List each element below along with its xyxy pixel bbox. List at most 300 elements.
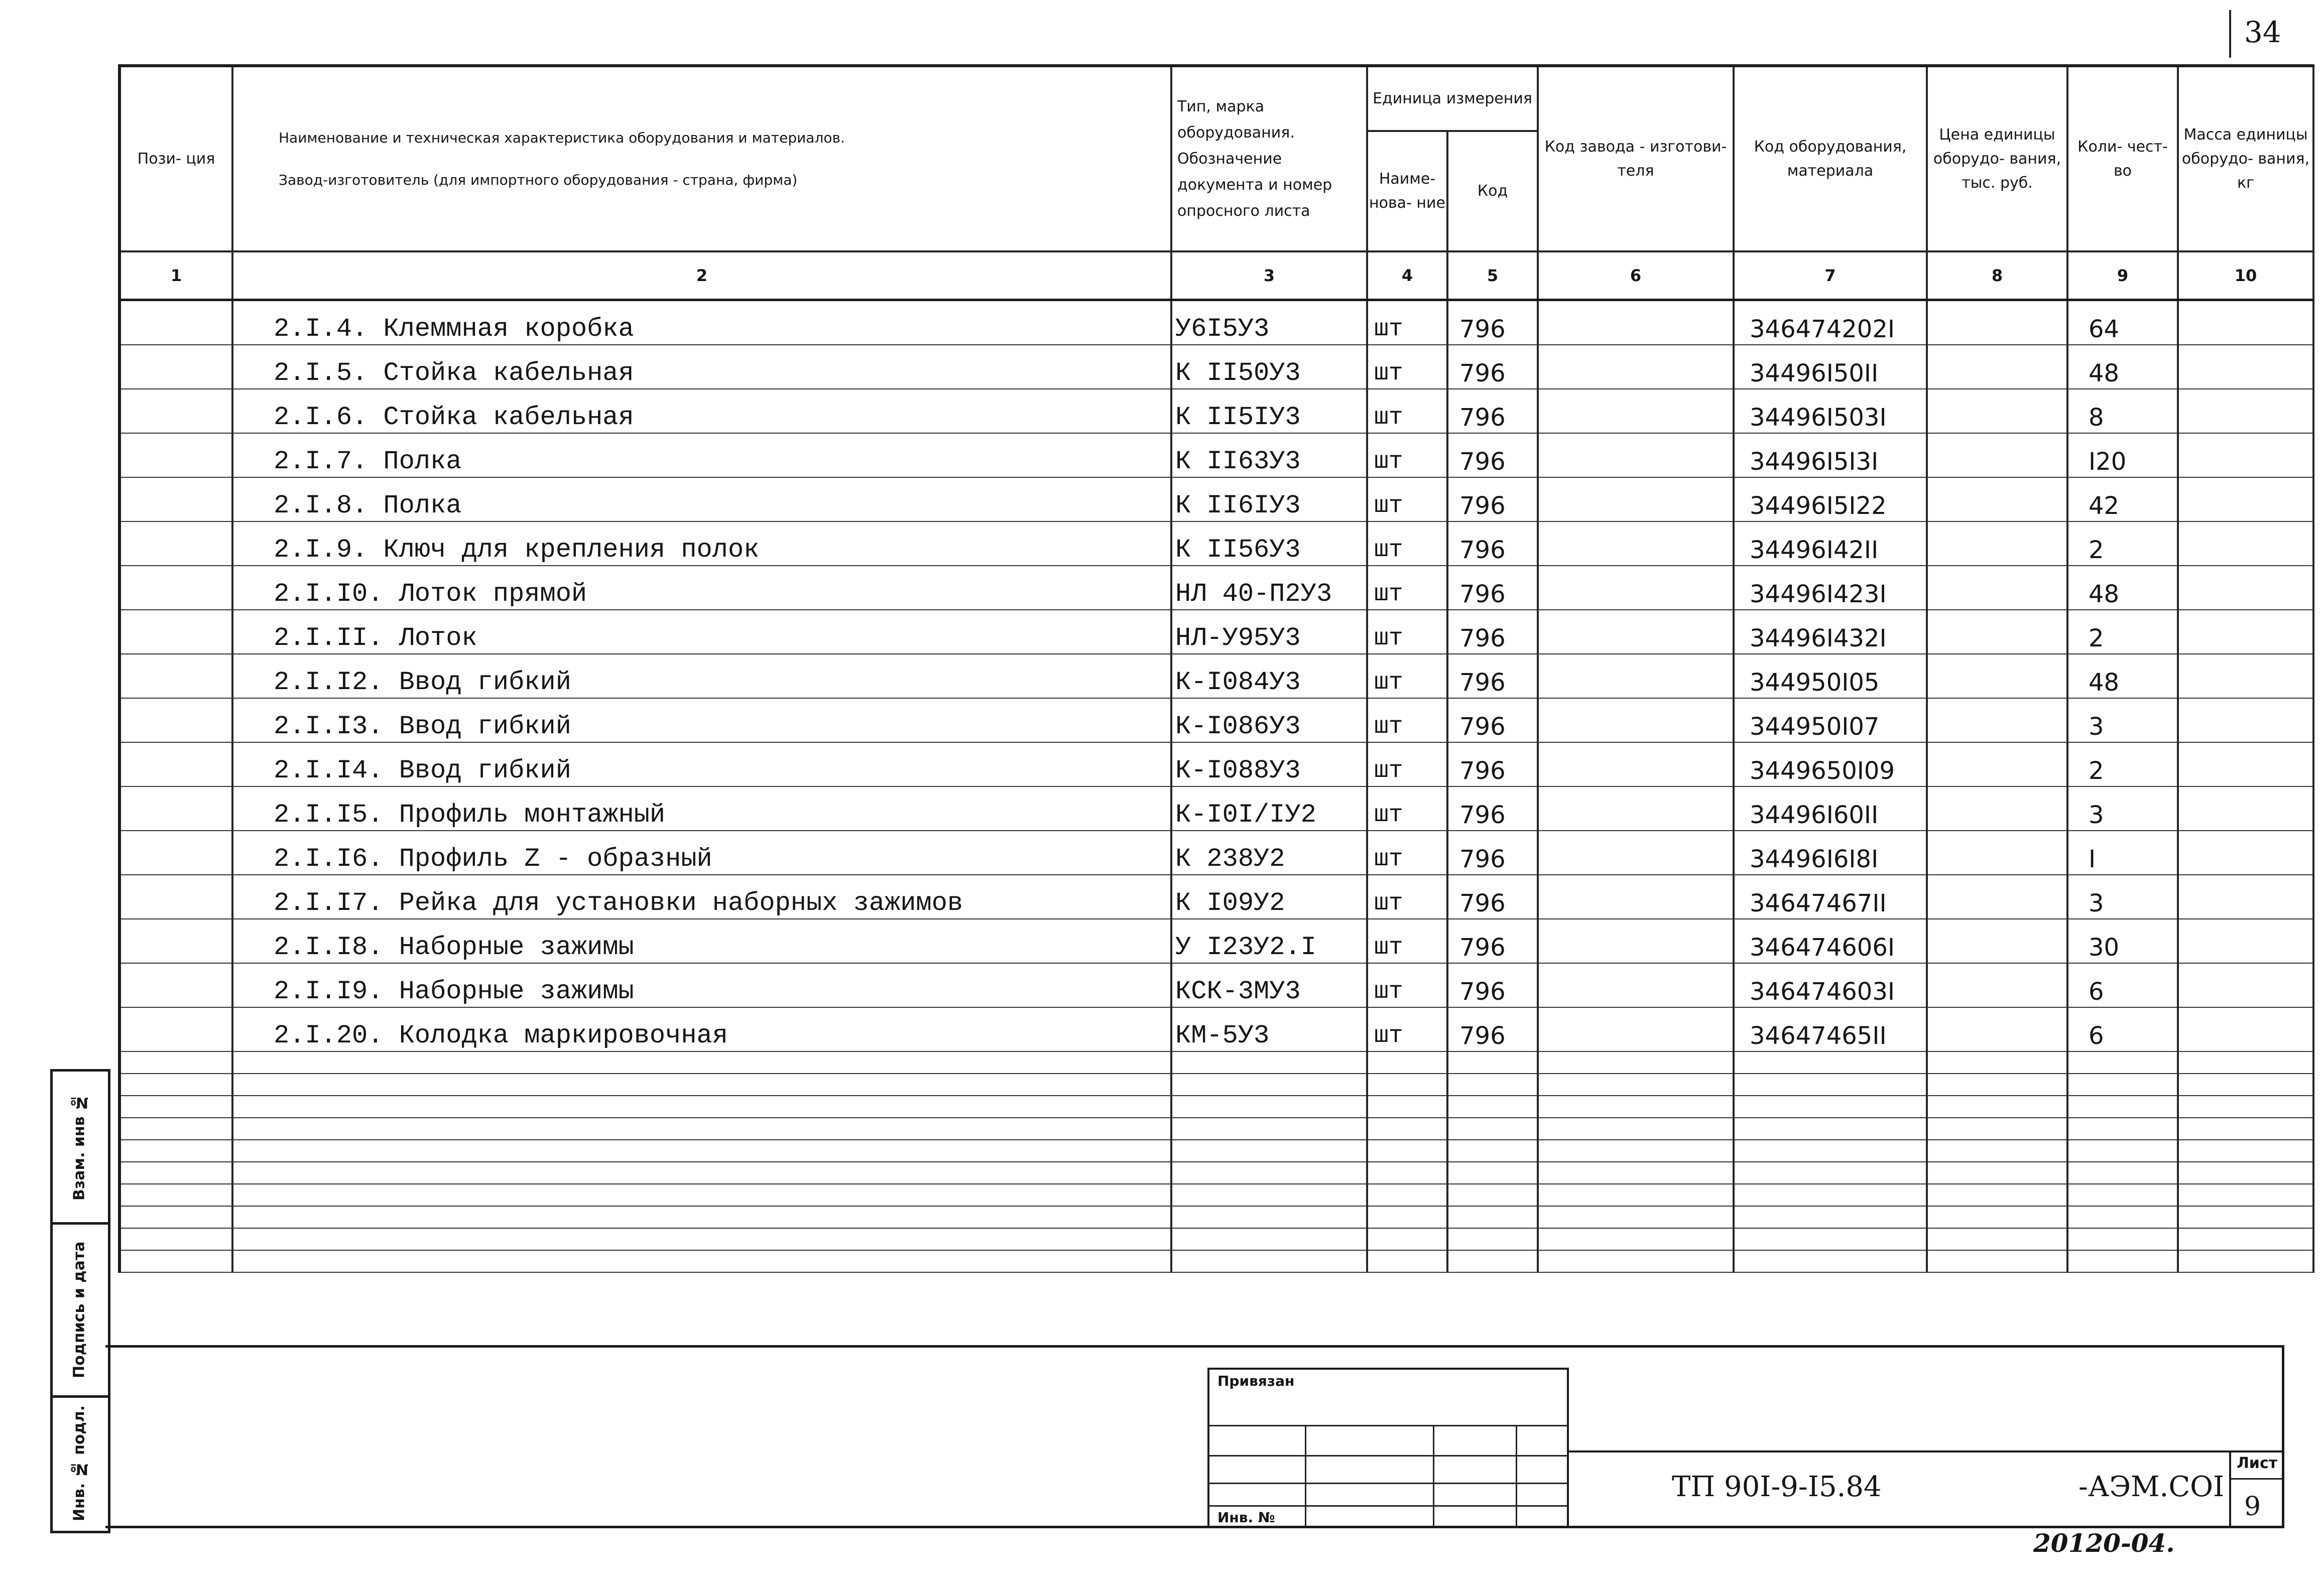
- item-equipment-code: 3449650I09: [1734, 742, 1927, 786]
- item-equipment-code: 34496I5I3I: [1734, 433, 1927, 477]
- table-row: [119, 831, 2313, 875]
- price-cell: [1927, 300, 2067, 345]
- item-quantity: 48: [2067, 654, 2178, 698]
- column-number-row: [119, 251, 2313, 300]
- empty-cell: [1538, 1074, 1734, 1096]
- price-cell: [1927, 1007, 2067, 1051]
- price-cell: [1927, 963, 2067, 1007]
- empty-cell: [1171, 1250, 1367, 1272]
- empty-cell: [1538, 1140, 1734, 1162]
- item-name: 2.I.I6. Профиль Z - образный: [232, 831, 1171, 875]
- item-unit: шт: [1367, 300, 1447, 345]
- item-type: К II50У3: [1171, 345, 1367, 389]
- empty-cell: [1171, 1184, 1367, 1206]
- empty-cell: [1447, 1228, 1538, 1250]
- item-name: 2.I.7. Полка: [232, 433, 1171, 477]
- empty-cell: [1734, 1051, 1927, 1074]
- approval-line: [1209, 1455, 1567, 1456]
- empty-cell: [1367, 1096, 1447, 1118]
- empty-cell: [119, 1096, 232, 1118]
- empty-cell: [1927, 1250, 2067, 1272]
- header-equipment-code: Код оборудования, материала: [1734, 66, 1927, 251]
- header-unit-code: Код: [1447, 131, 1538, 251]
- item-equipment-code: 34496I50II: [1734, 345, 1927, 389]
- empty-cell: [232, 1140, 1171, 1162]
- item-equipment-code: 346474603I: [1734, 963, 1927, 1007]
- empty-cell: [1447, 1096, 1538, 1118]
- approval-line: [1209, 1505, 1567, 1507]
- empty-cell: [119, 1228, 232, 1250]
- item-unit: шт: [1367, 875, 1447, 919]
- frame-line: [105, 1345, 2284, 1348]
- empty-cell: [2178, 1051, 2313, 1074]
- empty-cell: [2178, 1096, 2313, 1118]
- empty-cell: [1927, 1140, 2067, 1162]
- item-unit-code: 796: [1447, 963, 1538, 1007]
- column-number: 3: [1171, 251, 1367, 300]
- empty-cell: [119, 1250, 232, 1272]
- item-unit-code: 796: [1447, 521, 1538, 566]
- item-unit-code: 796: [1447, 477, 1538, 521]
- price-cell: [1927, 654, 2067, 698]
- item-name: 2.I.6. Стойка кабельная: [232, 389, 1171, 433]
- item-quantity: 6: [2067, 1007, 2178, 1051]
- position-cell: [119, 963, 232, 1007]
- sheet-divider: [2229, 1478, 2282, 1480]
- item-type: У6I5У3: [1171, 300, 1367, 345]
- table-row: [119, 875, 2313, 919]
- empty-cell: [232, 1250, 1171, 1272]
- maker-code-cell: [1538, 433, 1734, 477]
- mass-cell: [2178, 831, 2313, 875]
- approval-line: [1516, 1425, 1517, 1528]
- item-type: К II56У3: [1171, 521, 1367, 566]
- position-cell: [119, 389, 232, 433]
- header-unit-group: Единица измерения: [1367, 66, 1538, 131]
- table-row: [119, 786, 2313, 831]
- empty-cell: [1538, 1096, 1734, 1118]
- sheet-label: Лист: [2237, 1454, 2278, 1472]
- empty-cell: [1927, 1118, 2067, 1140]
- item-quantity: 3: [2067, 875, 2178, 919]
- empty-cell: [2178, 1206, 2313, 1228]
- column-number: 6: [1538, 251, 1734, 300]
- inventory-stamp: 20120-04.: [2033, 1528, 2175, 1558]
- price-cell: [1927, 831, 2067, 875]
- empty-cell: [1447, 1206, 1538, 1228]
- empty-cell: [1734, 1118, 1927, 1140]
- empty-cell: [1734, 1250, 1927, 1272]
- item-equipment-code: 34496I432I: [1734, 610, 1927, 654]
- item-quantity: 64: [2067, 300, 2178, 345]
- mass-cell: [2178, 433, 2313, 477]
- stamp-original-inventory: Инв. № подл.: [70, 1405, 88, 1521]
- empty-cell: [1367, 1162, 1447, 1184]
- empty-cell: [232, 1162, 1171, 1184]
- item-unit-code: 796: [1447, 875, 1538, 919]
- empty-cell: [1447, 1118, 1538, 1140]
- maker-code-cell: [1538, 566, 1734, 610]
- item-quantity: I20: [2067, 433, 2178, 477]
- position-cell: [119, 786, 232, 831]
- item-equipment-code: 34496I503I: [1734, 389, 1927, 433]
- price-cell: [1927, 566, 2067, 610]
- empty-cell: [2178, 1184, 2313, 1206]
- item-name: 2.I.I7. Рейка для установки наборных зажимов: [232, 875, 1171, 919]
- maker-code-cell: [1538, 300, 1734, 345]
- empty-cell: [232, 1074, 1171, 1096]
- empty-cell: [1447, 1162, 1538, 1184]
- side-stamp: [50, 1069, 110, 1533]
- item-type: НЛ 40-П2У3: [1171, 566, 1367, 610]
- item-quantity: 48: [2067, 566, 2178, 610]
- mass-cell: [2178, 875, 2313, 919]
- empty-cell: [119, 1118, 232, 1140]
- item-name: 2.I.I8. Наборные зажимы: [232, 919, 1171, 963]
- header-name: [232, 66, 1171, 251]
- stamp-divider: [53, 1395, 108, 1398]
- maker-code-cell: [1538, 610, 1734, 654]
- empty-cell: [1538, 1206, 1734, 1228]
- item-unit: шт: [1367, 610, 1447, 654]
- empty-cell: [1734, 1228, 1927, 1250]
- empty-cell: [1927, 1162, 2067, 1184]
- mass-cell: [2178, 698, 2313, 742]
- empty-cell: [1447, 1140, 1538, 1162]
- position-cell: [119, 610, 232, 654]
- maker-code-cell: [1538, 345, 1734, 389]
- price-cell: [1927, 786, 2067, 831]
- mass-cell: [2178, 654, 2313, 698]
- empty-cell: [1927, 1184, 2067, 1206]
- mass-cell: [2178, 389, 2313, 433]
- item-quantity: 2: [2067, 742, 2178, 786]
- item-name: 2.I.II. Лоток: [232, 610, 1171, 654]
- item-unit: шт: [1367, 1007, 1447, 1051]
- mass-cell: [2178, 300, 2313, 345]
- position-cell: [119, 433, 232, 477]
- item-unit-code: 796: [1447, 433, 1538, 477]
- empty-cell: [1367, 1206, 1447, 1228]
- empty-cell: [2178, 1250, 2313, 1272]
- mass-cell: [2178, 477, 2313, 521]
- empty-cell: [2067, 1228, 2178, 1250]
- empty-cell: [1171, 1118, 1367, 1140]
- item-type: К I09У2: [1171, 875, 1367, 919]
- item-unit-code: 796: [1447, 389, 1538, 433]
- mass-cell: [2178, 742, 2313, 786]
- price-cell: [1927, 919, 2067, 963]
- empty-cell: [1171, 1162, 1367, 1184]
- table-row: [119, 742, 2313, 786]
- empty-cell: [2067, 1118, 2178, 1140]
- item-unit-code: 796: [1447, 610, 1538, 654]
- item-unit: шт: [1367, 389, 1447, 433]
- document-code: ТП 90I-9-I5.84: [1672, 1471, 1882, 1503]
- empty-cell: [1927, 1096, 2067, 1118]
- table-row: [119, 610, 2313, 654]
- empty-cell: [2178, 1228, 2313, 1250]
- item-quantity: 3: [2067, 786, 2178, 831]
- empty-cell: [2178, 1118, 2313, 1140]
- item-equipment-code: 34647467II: [1734, 875, 1927, 919]
- item-unit-code: 796: [1447, 742, 1538, 786]
- column-number: 2: [232, 251, 1171, 300]
- item-unit: шт: [1367, 698, 1447, 742]
- empty-cell: [119, 1184, 232, 1206]
- item-unit-code: 796: [1447, 786, 1538, 831]
- inventory-number-label: Инв. №: [1217, 1509, 1275, 1526]
- mass-cell: [2178, 610, 2313, 654]
- position-cell: [119, 521, 232, 566]
- header-quantity: Коли- чест- во: [2067, 66, 2178, 251]
- empty-cell: [2067, 1074, 2178, 1096]
- linked-label: Привязан: [1217, 1373, 1295, 1389]
- header-type: Тип, марка оборудования. Обозначение документа и номер опросного листа: [1171, 66, 1367, 251]
- empty-cell: [1538, 1118, 1734, 1140]
- item-quantity: 48: [2067, 345, 2178, 389]
- empty-cell: [232, 1184, 1171, 1206]
- empty-cell: [1367, 1118, 1447, 1140]
- item-unit: шт: [1367, 963, 1447, 1007]
- empty-cell: [1734, 1096, 1927, 1118]
- empty-row: [119, 1118, 2313, 1140]
- empty-cell: [2067, 1162, 2178, 1184]
- item-type: К-I084У3: [1171, 654, 1367, 698]
- item-name: 2.I.8. Полка: [232, 477, 1171, 521]
- empty-cell: [1927, 1206, 2067, 1228]
- empty-cell: [2067, 1184, 2178, 1206]
- empty-cell: [2178, 1140, 2313, 1162]
- item-equipment-code: 34496I5I22: [1734, 477, 1927, 521]
- column-number: 1: [119, 251, 232, 300]
- item-name: 2.I.I9. Наборные зажимы: [232, 963, 1171, 1007]
- position-cell: [119, 654, 232, 698]
- empty-cell: [232, 1051, 1171, 1074]
- maker-code-cell: [1538, 698, 1734, 742]
- item-unit: шт: [1367, 566, 1447, 610]
- position-cell: [119, 875, 232, 919]
- approval-box: [1207, 1368, 1569, 1528]
- item-equipment-code: 34496I6I8I: [1734, 831, 1927, 875]
- item-quantity: 2: [2067, 521, 2178, 566]
- item-type: К II5IУ3: [1171, 389, 1367, 433]
- empty-row: [119, 1162, 2313, 1184]
- item-type: НЛ-У95У3: [1171, 610, 1367, 654]
- approval-line: [1305, 1425, 1306, 1528]
- table-row: [119, 521, 2313, 566]
- maker-code-cell: [1538, 521, 1734, 566]
- empty-cell: [1538, 1051, 1734, 1074]
- stamp-replaced-inventory: Взам. инв №: [70, 1093, 88, 1201]
- empty-row: [119, 1184, 2313, 1206]
- empty-cell: [1367, 1250, 1447, 1272]
- maker-code-cell: [1538, 477, 1734, 521]
- empty-cell: [1171, 1140, 1367, 1162]
- table-row: [119, 433, 2313, 477]
- price-cell: [1927, 433, 2067, 477]
- item-unit-code: 796: [1447, 698, 1538, 742]
- empty-cell: [232, 1096, 1171, 1118]
- empty-cell: [1367, 1051, 1447, 1074]
- item-equipment-code: 344950I05: [1734, 654, 1927, 698]
- item-quantity: 8: [2067, 389, 2178, 433]
- specification-table: [118, 64, 2314, 1273]
- header-price: Цена единицы оборудо- вания, тыс. руб.: [1927, 66, 2067, 251]
- price-cell: [1927, 610, 2067, 654]
- empty-cell: [2178, 1162, 2313, 1184]
- item-unit-code: 796: [1447, 919, 1538, 963]
- position-cell: [119, 919, 232, 963]
- table-row: [119, 963, 2313, 1007]
- item-type: КСК-3МУ3: [1171, 963, 1367, 1007]
- item-unit-code: 796: [1447, 345, 1538, 389]
- position-cell: [119, 831, 232, 875]
- table-row: [119, 477, 2313, 521]
- maker-code-cell: [1538, 654, 1734, 698]
- item-quantity: I: [2067, 831, 2178, 875]
- maker-code-cell: [1538, 919, 1734, 963]
- price-cell: [1927, 742, 2067, 786]
- mass-cell: [2178, 1007, 2313, 1051]
- empty-cell: [1367, 1228, 1447, 1250]
- item-quantity: 3: [2067, 698, 2178, 742]
- table-row: [119, 1007, 2313, 1051]
- position-cell: [119, 1007, 232, 1051]
- item-unit-code: 796: [1447, 300, 1538, 345]
- item-quantity: 30: [2067, 919, 2178, 963]
- item-unit: шт: [1367, 919, 1447, 963]
- column-number: 5: [1447, 251, 1538, 300]
- item-unit: шт: [1367, 831, 1447, 875]
- item-unit-code: 796: [1447, 566, 1538, 610]
- empty-cell: [232, 1118, 1171, 1140]
- item-name: 2.I.I5. Профиль монтажный: [232, 786, 1171, 831]
- item-name: 2.I.I0. Лоток прямой: [232, 566, 1171, 610]
- empty-cell: [1171, 1074, 1367, 1096]
- item-type: К-I086У3: [1171, 698, 1367, 742]
- header-name-line1: Наименование и техническая характеристика оборудования и материалов.: [279, 129, 845, 146]
- page-number: 34: [2244, 15, 2281, 49]
- position-cell: [119, 698, 232, 742]
- empty-row: [119, 1096, 2313, 1118]
- item-equipment-code: 344950I07: [1734, 698, 1927, 742]
- position-cell: [119, 300, 232, 345]
- empty-cell: [1734, 1074, 1927, 1096]
- empty-cell: [1734, 1162, 1927, 1184]
- document-suffix: -АЭМ.COI: [2078, 1471, 2225, 1503]
- empty-cell: [119, 1162, 232, 1184]
- item-type: КМ-5У3: [1171, 1007, 1367, 1051]
- item-type: К II6IУ3: [1171, 477, 1367, 521]
- maker-code-cell: [1538, 786, 1734, 831]
- empty-cell: [119, 1206, 232, 1228]
- table-row: [119, 654, 2313, 698]
- table-row: [119, 698, 2313, 742]
- empty-cell: [1538, 1250, 1734, 1272]
- table-row: [119, 389, 2313, 433]
- empty-cell: [1927, 1051, 2067, 1074]
- empty-cell: [1447, 1184, 1538, 1206]
- price-cell: [1927, 521, 2067, 566]
- item-equipment-code: 346474202I: [1734, 300, 1927, 345]
- item-quantity: 42: [2067, 477, 2178, 521]
- page-number-divider: [2229, 10, 2231, 58]
- item-equipment-code: 34496I423I: [1734, 566, 1927, 610]
- mass-cell: [2178, 963, 2313, 1007]
- empty-cell: [1447, 1051, 1538, 1074]
- mass-cell: [2178, 786, 2313, 831]
- column-number: 9: [2067, 251, 2178, 300]
- item-name: 2.I.20. Колодка маркировочная: [232, 1007, 1171, 1051]
- sheet-number: 9: [2244, 1492, 2261, 1522]
- price-cell: [1927, 389, 2067, 433]
- empty-cell: [119, 1140, 232, 1162]
- item-unit: шт: [1367, 433, 1447, 477]
- approval-line: [1209, 1425, 1567, 1426]
- item-unit: шт: [1367, 786, 1447, 831]
- frame-line: [1569, 1450, 2282, 1452]
- position-cell: [119, 742, 232, 786]
- empty-cell: [1538, 1228, 1734, 1250]
- item-quantity: 6: [2067, 963, 2178, 1007]
- position-cell: [119, 566, 232, 610]
- mass-cell: [2178, 566, 2313, 610]
- item-type: К II63У3: [1171, 433, 1367, 477]
- item-equipment-code: 34496I60II: [1734, 786, 1927, 831]
- empty-row: [119, 1206, 2313, 1228]
- maker-code-cell: [1538, 875, 1734, 919]
- item-name: 2.I.I2. Ввод гибкий: [232, 654, 1171, 698]
- price-cell: [1927, 477, 2067, 521]
- price-cell: [1927, 698, 2067, 742]
- mass-cell: [2178, 919, 2313, 963]
- column-number: 8: [1927, 251, 2067, 300]
- price-cell: [1927, 345, 2067, 389]
- position-cell: [119, 477, 232, 521]
- item-unit: шт: [1367, 654, 1447, 698]
- table-row: [119, 566, 2313, 610]
- empty-cell: [1927, 1074, 2067, 1096]
- price-cell: [1927, 875, 2067, 919]
- header-mass: Масса единицы оборудо- вания, кг: [2178, 66, 2313, 251]
- empty-row: [119, 1051, 2313, 1074]
- item-type: К-I088У3: [1171, 742, 1367, 786]
- item-unit: шт: [1367, 521, 1447, 566]
- empty-cell: [2067, 1250, 2178, 1272]
- table-row: [119, 300, 2313, 345]
- empty-cell: [1171, 1051, 1367, 1074]
- item-name: 2.I.9. Ключ для крепления полок: [232, 521, 1171, 566]
- empty-cell: [1367, 1074, 1447, 1096]
- mass-cell: [2178, 521, 2313, 566]
- approval-line: [1209, 1483, 1567, 1484]
- empty-cell: [2067, 1051, 2178, 1074]
- empty-cell: [1367, 1140, 1447, 1162]
- item-unit-code: 796: [1447, 1007, 1538, 1051]
- table-row: [119, 345, 2313, 389]
- empty-cell: [1367, 1184, 1447, 1206]
- empty-cell: [1734, 1184, 1927, 1206]
- item-type: У I23У2.I: [1171, 919, 1367, 963]
- item-name: 2.I.I3. Ввод гибкий: [232, 698, 1171, 742]
- empty-cell: [1538, 1184, 1734, 1206]
- item-type: К-I0I/IУ2: [1171, 786, 1367, 831]
- item-name: 2.I.5. Стойка кабельная: [232, 345, 1171, 389]
- empty-cell: [232, 1228, 1171, 1250]
- empty-cell: [1734, 1140, 1927, 1162]
- column-number: 10: [2178, 251, 2313, 300]
